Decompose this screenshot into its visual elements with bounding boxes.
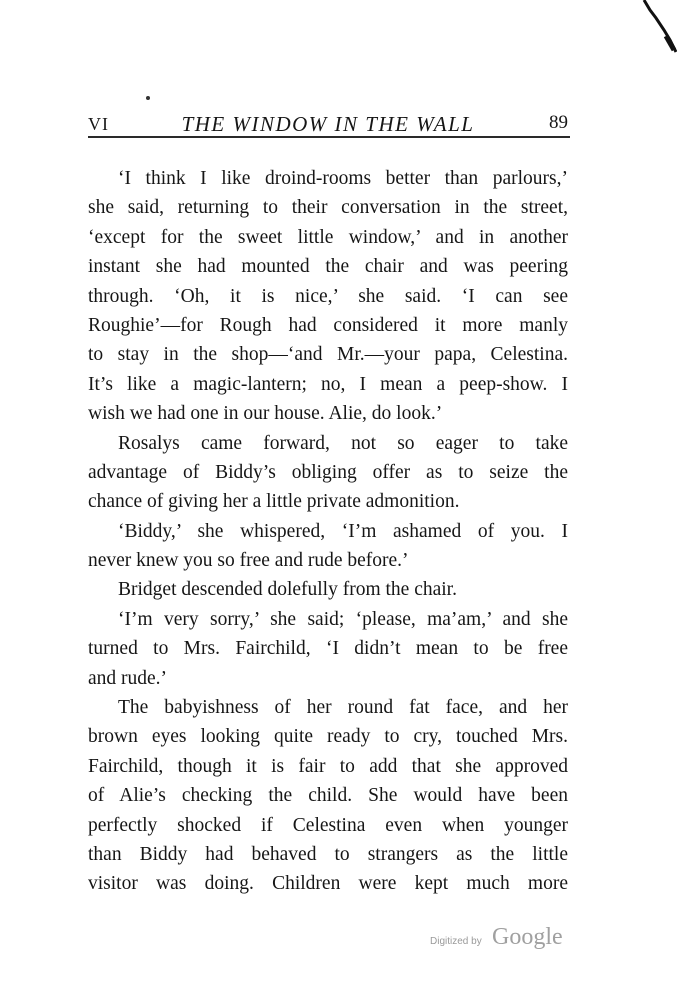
text-line: Rosalys came forward, not so eager to take bbox=[118, 432, 568, 454]
text-line: and rude.’ bbox=[88, 667, 168, 689]
digitized-label: Digitized by bbox=[430, 936, 482, 947]
digitized-by-google-watermark bbox=[430, 924, 580, 954]
text-line: The babyishness of her round fat face, and her bbox=[118, 697, 568, 719]
text-line: through. ‘Oh, it is nice,’ she said. ‘I can see bbox=[88, 285, 568, 307]
text-line: It’s like a magic-lantern; no, I mean a peep-show. I bbox=[88, 373, 568, 395]
running-title: THE WINDOW IN THE WALL bbox=[181, 112, 475, 136]
body-text bbox=[88, 164, 568, 899]
header-rule bbox=[88, 136, 570, 138]
text-line: Fairchild, though it is fair to add that she approved bbox=[88, 755, 568, 777]
text-line: perfectly shocked if Celestina even when younger bbox=[88, 814, 568, 836]
ink-dot bbox=[146, 96, 150, 100]
text-line: ‘I’m very sorry,’ she said; ‘please, ma’am,’ and she bbox=[118, 608, 568, 630]
text-line: she said, returning to their conversation in the street, bbox=[88, 197, 568, 219]
text-line: visitor was doing. Children were kept much more bbox=[88, 873, 568, 895]
text-line: of Alie’s checking the child. She would have been bbox=[88, 785, 568, 807]
text-line: advantage of Biddy’s obliging offer as to seize the bbox=[88, 461, 568, 483]
text-line: brown eyes looking quite ready to cry, touched Mrs. bbox=[88, 726, 568, 748]
corner-pen-mark bbox=[636, 0, 677, 60]
text-line: than Biddy had behaved to strangers as the little bbox=[88, 843, 568, 865]
text-line: ‘I think I like droind-rooms better than parlours,’ bbox=[118, 168, 568, 189]
text-line: Roughie’—for Rough had considered it more manly bbox=[88, 314, 568, 336]
text-line: chance of giving her a little private admonition. bbox=[88, 491, 460, 513]
text-line: ‘Biddy,’ she whispered, ‘I’m ashamed of you. I bbox=[118, 520, 568, 542]
text-line: instant she had mounted the chair and was peering bbox=[88, 256, 568, 278]
google-logo-text: Google bbox=[492, 924, 563, 950]
section-number: VI bbox=[88, 114, 109, 134]
text-line: ‘except for the sweet little window,’ and in another bbox=[88, 226, 568, 248]
text-line: to stay in the shop—‘and Mr.—your papa, Celestina. bbox=[88, 344, 568, 366]
text-line: turned to Mrs. Fairchild, ‘I didn’t mean to be free bbox=[88, 638, 568, 660]
text-line: never knew you so free and rude before.’ bbox=[88, 550, 409, 572]
text-line: wish we had one in our house. Alie, do look.’ bbox=[88, 403, 443, 425]
text-line: Bridget descended dolefully from the chair. bbox=[118, 579, 457, 601]
page-number: 89 bbox=[549, 112, 568, 133]
running-header bbox=[88, 108, 568, 138]
